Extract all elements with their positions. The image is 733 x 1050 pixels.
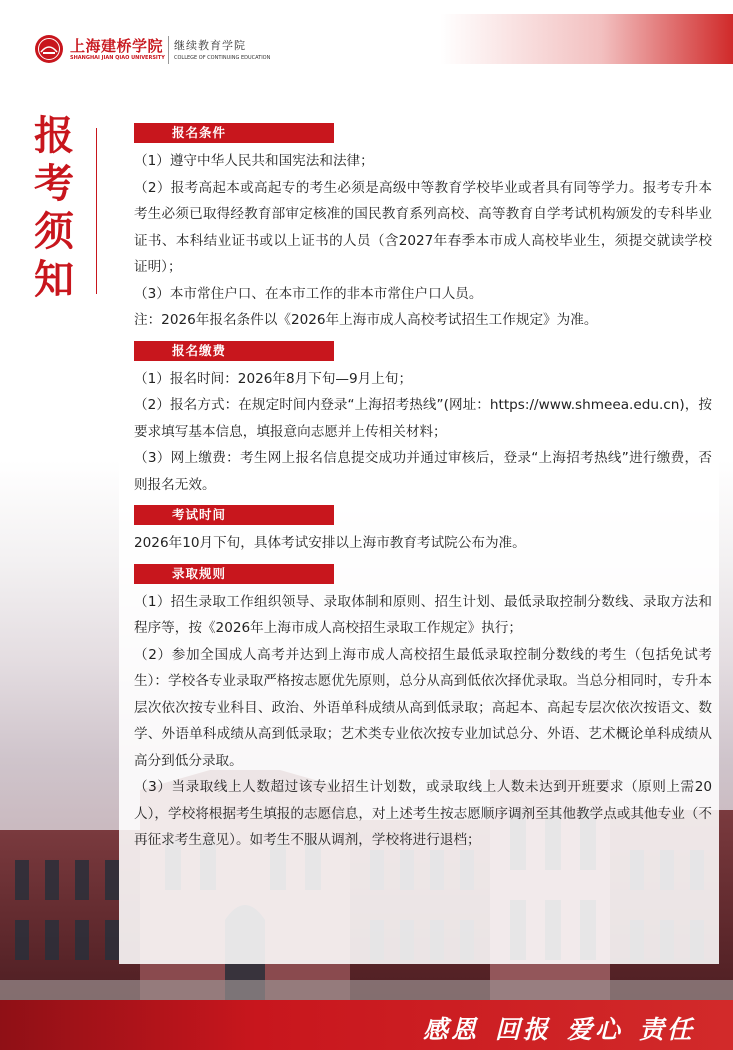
university-logo xyxy=(34,34,294,68)
section-paragraph: （2）报名方式：在规定时间内登录“上海招考热线”(网址：https://www.shmeea.edu.cn)，按要求填写基本信息，填报意向志愿并上传相关材料； xyxy=(134,397,712,440)
section-title: 报名条件 xyxy=(134,123,334,143)
section-title: 报名缴费 xyxy=(134,341,334,361)
title-divider-line xyxy=(96,128,97,294)
page-title xyxy=(30,112,78,304)
section-paragraph: （1）遵守中华人民共和国宪法和法律； xyxy=(134,153,374,169)
section-title: 考试时间 xyxy=(134,505,334,525)
section-paragraph: 2026年10月下旬，具体考试安排以上海市教育考试院公布为准。 xyxy=(134,535,526,551)
section-paragraph: 注：2026年报名条件以《2026年上海市成人高校考试招生工作规定》为准。 xyxy=(134,312,598,328)
section-paragraph: （2）参加全国成人高考并达到上海市成人高校招生最低录取控制分数线的考生（包括免试考生）：学校各专业录取严格按志愿优先原则，总分从高到低依次择优录取。当总分相同时，专升本层次依次按专业科目、政治、外语单科成绩从高到低录取；高起本、高起专层次依次按语文、数学、外语单科成绩从高到低录取；艺术类专业依次按专业加试总分、外语、艺术概论单科成绩从高分到低分录取。 xyxy=(134,646,712,769)
page-title-char: 考 xyxy=(34,160,74,207)
page-title-char: 知 xyxy=(34,256,74,303)
motto-word: 回报 xyxy=(494,1015,551,1044)
college-chinese-name: 继续教育学院 xyxy=(174,39,246,52)
header-accent-band xyxy=(440,14,733,64)
section-paragraph: （2）报考高起本或高起专的考生必须是高级中等教育学校毕业或者具有同等学力。报考专升本考生必须已取得经教育部审定核准的国民教育系列高校、高等教育自学考试机构颁发的专科毕业证书、本科结业证书或以上证书的人员（含2027年春季本市成人高校毕业生，须提交就读学校证明）； xyxy=(134,179,712,275)
page-title-char: 报 xyxy=(34,112,74,159)
motto-word: 责任 xyxy=(638,1015,695,1044)
section-paragraph: （3）网上缴费：考生网上报名信息提交成功并通过审核后，登录“上海招考热线”进行缴费，否则报名无效。 xyxy=(134,450,712,493)
section-paragraph: （3）本市常住户口、在本市工作的非本市常住户口人员。 xyxy=(134,285,483,302)
section-paragraph: （1）报名时间：2026年8月下旬—9月上旬； xyxy=(134,370,413,387)
page-title-char: 须 xyxy=(34,208,74,255)
section-paragraph: （1）招生录取工作组织领导、录取体制和原则、招生计划、最低录取控制分数线、录取方法和程序等，按《2026年上海市成人高校招生录取工作规定》执行； xyxy=(134,593,712,636)
logo-divider xyxy=(168,36,169,64)
university-seal-icon xyxy=(34,34,64,64)
section-title: 录取规则 xyxy=(134,564,334,584)
content-body xyxy=(134,120,712,858)
logo-chinese-name: 上海建桥学院 xyxy=(70,37,164,55)
logo-english-name: SHANGHAI JIAN QIAO UNIVERSITY xyxy=(70,55,165,61)
footer-motto xyxy=(407,1010,695,1046)
motto-word: 爱心 xyxy=(566,1015,623,1044)
college-english-name: COLLEGE OF CONTINUING EDUCATION xyxy=(174,55,271,61)
section-paragraph: （3）当录取线上人数超过该专业招生计划数，或录取线上人数未达到开班要求（原则上需20人），学校将根据考生填报的志愿信息，对上述考生按志愿顺序调剂至其他教学点或其他专业（不再征求考生意见）。如考生不服从调剂，学校将进行退档； xyxy=(134,779,712,848)
motto-word: 感恩 xyxy=(422,1015,479,1044)
footer-bar xyxy=(0,1000,733,1050)
